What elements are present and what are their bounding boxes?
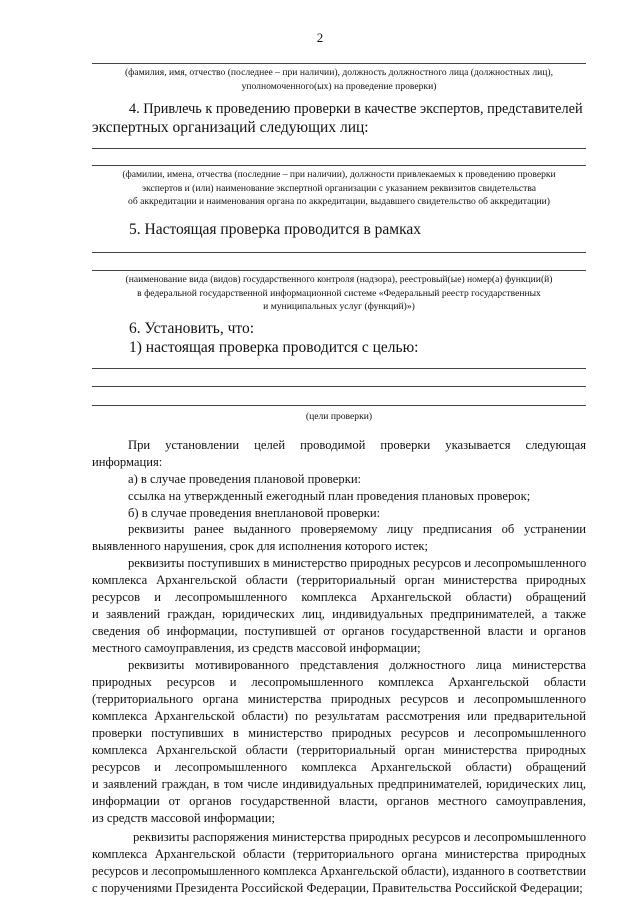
body-line: реквизиты распоряжения министерства природных ресурсов и лесопромышленного — [133, 830, 586, 844]
fill-line-6a — [92, 368, 586, 369]
fill-line-6c — [92, 405, 586, 406]
item-4-line-1: 4. Привлечь к проведению проверки в качестве экспертов, представителей — [129, 101, 583, 117]
body-line: ресурсов и лесопромышленного комплекса Архангельской области), изданного в соответствии — [92, 864, 586, 878]
body-line: сведения об информации, поступившей от органов государственной власти и органов — [92, 624, 586, 638]
body-line: и заявлений граждан, в том числе индивидуальных предпринимателей, юридических лиц, — [92, 777, 586, 791]
body-line: комплекса Архангельской области) по результатам рассмотрения или предварительной — [92, 709, 586, 723]
caption-line: (фамилии, имена, отчества (последние – при наличии), должности привлекаемых к проведению проверки — [122, 169, 556, 180]
caption-line: в федеральной государственной информационной системе «Федеральный реестр государственных — [137, 287, 541, 299]
body-line: информации от органов государственной власти, органов местного самоуправления, — [92, 794, 586, 808]
body-line: выявленного нарушения, срок для исполнения которого истек; — [92, 539, 429, 553]
body-line: реквизиты ранее выданного проверяемому лицу предписания об устранении — [128, 522, 586, 536]
fill-line-5b — [92, 270, 586, 271]
caption-line: (фамилия, имя, отчество (последнее – при наличии), должность должностного лица (должностных лиц), — [124, 67, 554, 78]
body-line: местного самоуправления, из средств массовой информации; — [92, 641, 421, 655]
body-line: ссылка на утвержденный ежегодный план проведения плановых проверок; — [128, 489, 531, 503]
caption-line: (наименование вида (видов) государственного контроля (надзора), реестровый(ые) номер(а) функции(й) — [125, 274, 553, 285]
body-line: реквизиты мотивированного представления должностного лица министерства — [128, 658, 586, 672]
fill-line-4b — [92, 165, 586, 166]
caption-line: и муниципальных услуг (функций)») — [263, 301, 415, 312]
fill-line-6b — [92, 386, 586, 387]
body-line: комплекса Архангельской области (территориального органа министерства природных — [92, 847, 586, 861]
caption-inspector — [92, 66, 586, 93]
item-6-subitem-1: 1) настоящая проверка проводится с целью: — [129, 339, 419, 356]
caption-purpose: (цели проверки) — [305, 411, 373, 422]
body-line: с поручениями Президента Российской Федерации, Правительства Российской Федерации; — [92, 881, 583, 895]
body-line: При установлении целей проводимой проверки указывается следующая — [128, 438, 586, 452]
caption-experts — [92, 168, 586, 209]
body-line: а) в случае проведения плановой проверки: — [128, 472, 362, 486]
item-6-title: 6. Установить, что: — [129, 320, 255, 337]
fill-line-5a — [92, 252, 586, 253]
caption-line: уполномоченного(ых) на проведение проверки) — [241, 80, 437, 92]
body-line: реквизиты поступивших в министерство природных ресурсов и лесопромышленного — [128, 556, 587, 570]
item-4-line-2: экспертных организаций следующих лиц: — [92, 119, 369, 136]
caption-line: экспертов и (или) наименование экспертной организации с указанием реквизитов свидетельства — [142, 182, 536, 194]
body-line: проверки поступивших в министерство природных ресурсов и лесопромышленного — [92, 726, 586, 740]
page-number: 2 — [316, 30, 324, 45]
body-line: (территориального органа министерства природных ресурсов и лесопромышленного — [92, 692, 586, 706]
fill-line-4a — [92, 148, 586, 149]
body-line: комплекса Архангельской области (территориальный орган министерства природных — [92, 573, 586, 587]
caption-line: об аккредитации и наименования органа по аккредитации, выдавшего свидетельство об аккредитации) — [128, 196, 550, 207]
fill-line-3 — [92, 63, 586, 64]
caption-control-type — [92, 273, 586, 314]
body-line: комплекса Архангельской области (территориальный орган министерства природных — [92, 743, 586, 757]
body-line: природных ресурсов и лесопромышленного комплекса Архангельской области — [92, 675, 586, 689]
body-line: б) в случае проведения внеплановой проверки: — [128, 506, 381, 520]
body-line: из средств массовой информации; — [92, 811, 275, 825]
body-line: и заявлений граждан, юридических лиц, индивидуальных предпринимателей, а также — [92, 607, 586, 621]
body-line: информация: — [92, 455, 163, 469]
item-5-text: 5. Настоящая проверка проводится в рамках — [129, 221, 422, 238]
body-line: ресурсов и лесопромышленного комплекса Архангельской области) обращений — [92, 760, 586, 774]
body-line: ресурсов и лесопромышленного комплекса Архангельской области) обращений — [92, 590, 586, 604]
